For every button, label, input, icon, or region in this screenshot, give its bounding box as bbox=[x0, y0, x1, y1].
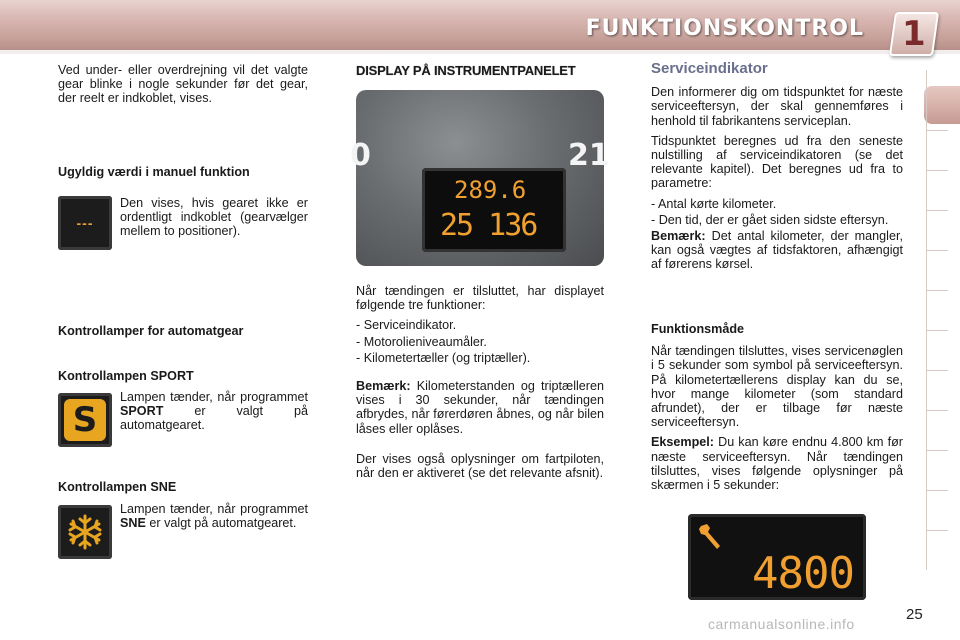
chapter-tab[interactable] bbox=[926, 330, 948, 370]
watermark: carmanualsonline.info bbox=[708, 616, 855, 632]
note-label: Bemærk: bbox=[356, 379, 411, 394]
sne-lamp-title: Kontrollampen SNE bbox=[58, 480, 177, 494]
invalid-value-text: Den vises, hvis gearet ikke er ordentligt indkoblet (gearvælger mellem to positioner). bbox=[120, 196, 308, 239]
chapter-tab-strip bbox=[926, 70, 948, 570]
display-section-title: DISPLAY PÅ INSTRUMENTPANELET bbox=[356, 63, 576, 78]
chapter-tab[interactable] bbox=[926, 210, 948, 250]
chapter-tab[interactable] bbox=[926, 170, 948, 210]
chapter-tab[interactable] bbox=[926, 290, 948, 330]
dial-number-left: 0 bbox=[350, 138, 371, 173]
wrench-icon bbox=[698, 522, 724, 550]
instrument-panel-photo bbox=[350, 90, 610, 266]
list-item: - Kilometertæller (og triptæller). bbox=[356, 350, 531, 365]
display-functions-list bbox=[356, 318, 604, 365]
invalid-gear-dashes: --- bbox=[76, 215, 94, 231]
chapter-tab[interactable] bbox=[926, 370, 948, 410]
note-label: Bemærk: bbox=[651, 229, 706, 244]
list-item-text: Antal kørte kilometer. bbox=[658, 196, 777, 211]
chapter-tab[interactable] bbox=[926, 530, 948, 570]
page-number: 25 bbox=[906, 606, 923, 623]
invalid-value-title: Ugyldig værdi i manuel funktion bbox=[58, 165, 250, 179]
service-indicator-section bbox=[651, 62, 903, 278]
page-header-title: FUNKTIONSKONTROL bbox=[585, 16, 864, 41]
sport-icon-plate bbox=[64, 399, 106, 441]
example-label: Eksempel: bbox=[651, 435, 714, 450]
sport-text-part: Lampen tænder, når programmet bbox=[120, 390, 308, 404]
sne-text-part: er valgt på automatgearet. bbox=[145, 516, 297, 531]
service-note bbox=[651, 229, 903, 272]
operation-section bbox=[651, 322, 903, 498]
note-text: Kilometerstanden og triptælleren vises i 30 sekunder, når tændingen afbrydes, når førerdøren åbnes, og når bilen låses eller oplåses. bbox=[356, 379, 604, 436]
sport-icon-letter: S bbox=[72, 400, 98, 440]
sport-lamp-title: Kontrollampen SPORT bbox=[58, 369, 194, 383]
chapter-number: 1 bbox=[902, 14, 926, 54]
service-indicator-title: Serviceindikator bbox=[651, 60, 768, 77]
list-item: - Antal kørte kilometer. bbox=[651, 196, 777, 211]
example-paragraph bbox=[651, 435, 903, 492]
service-km-value: 4800 bbox=[752, 548, 854, 599]
gear-intro-paragraph: Ved under- eller overdrejning vil det valgte gear blinke i nogle sekunder før det gear, der reelt er indkoblet, vises. bbox=[58, 63, 308, 106]
odometer-display bbox=[422, 168, 566, 252]
list-item-text: Motorolieniveaumåler. bbox=[363, 334, 487, 349]
sport-lamp-icon bbox=[58, 393, 112, 447]
snowflake-icon bbox=[58, 505, 112, 559]
chapter-tab[interactable] bbox=[926, 410, 948, 450]
sport-lamp-text bbox=[120, 390, 308, 433]
cruise-control-paragraph: Der vises også oplysninger om fartpiloten, når den er aktiveret (se det relevante afsnit). bbox=[356, 451, 604, 481]
service-params-list bbox=[651, 197, 903, 227]
dial-number-right: 21 bbox=[568, 138, 610, 173]
example-text: Du kan køre endnu 4.800 km før næste serviceeftersyn. Når tændingen tilsluttes, vises følgende oplysninger på skærmen i 5 sekunder: bbox=[651, 435, 903, 493]
service-p2: Tidspunktet beregnes ud fra den seneste nulstilling af serviceindikatoren (se det relevante kapitel). Det beregnes ud fra to parametre: bbox=[651, 133, 903, 191]
service-p1: Den informerer dig om tidspunktet for næste serviceeftersyn, der skal gennemføres i henhold til fabrikantens serviceplan. bbox=[651, 85, 903, 128]
chapter-badge bbox=[889, 12, 939, 56]
trip-value: 289.6 bbox=[454, 176, 527, 204]
chapter-tab[interactable] bbox=[926, 250, 948, 290]
header-divider bbox=[0, 50, 960, 54]
chapter-tab[interactable] bbox=[926, 490, 948, 530]
display-functions-section bbox=[356, 284, 604, 486]
list-item-text: Den tid, der er gået siden sidste eftersyn. bbox=[658, 212, 889, 227]
sport-text-part: er valgt på automatgearet. bbox=[120, 404, 308, 433]
snowflake-glyph bbox=[65, 512, 105, 552]
sne-text-part: Lampen tænder, når programmet bbox=[120, 502, 308, 516]
sport-keyword: SPORT bbox=[120, 404, 164, 419]
note-text: Det antal kilometer, der mangler, kan også vægtes af tidsfaktoren, afhængigt af førerens kørsel. bbox=[651, 229, 903, 272]
chapter-tab[interactable] bbox=[926, 450, 948, 490]
chapter-tab[interactable] bbox=[926, 130, 948, 170]
list-item-text: Kilometertæller (og triptæller). bbox=[363, 350, 531, 365]
auto-lamps-title: Kontrollamper for automatgear bbox=[58, 324, 244, 338]
list-item-text: Serviceindikator. bbox=[363, 318, 457, 333]
display-note bbox=[356, 379, 604, 436]
list-item: - Serviceindikator. bbox=[356, 318, 457, 333]
operation-title: Funktionsmåde bbox=[651, 322, 745, 336]
service-display bbox=[688, 514, 866, 600]
display-intro: Når tændingen er tilsluttet, har displayet følgende tre funktioner: bbox=[356, 284, 604, 313]
list-item: - Motorolieniveaumåler. bbox=[356, 334, 487, 349]
sne-lamp-text bbox=[120, 502, 308, 530]
odometer-value: 25 136 bbox=[440, 208, 537, 243]
list-item: - Den tid, der er gået siden sidste eftersyn. bbox=[651, 212, 889, 227]
sne-keyword: SNE bbox=[120, 516, 146, 531]
operation-text: Når tændingen tilsluttes, vises servicenøglen i 5 sekunder som symbol på serviceeftersyn. På kilometertællerens display kan du se, hvor mange kilometer (som standard afrundet), der er tilbage før næste serviceeftersyn. bbox=[651, 344, 903, 430]
invalid-gear-icon bbox=[58, 196, 112, 250]
